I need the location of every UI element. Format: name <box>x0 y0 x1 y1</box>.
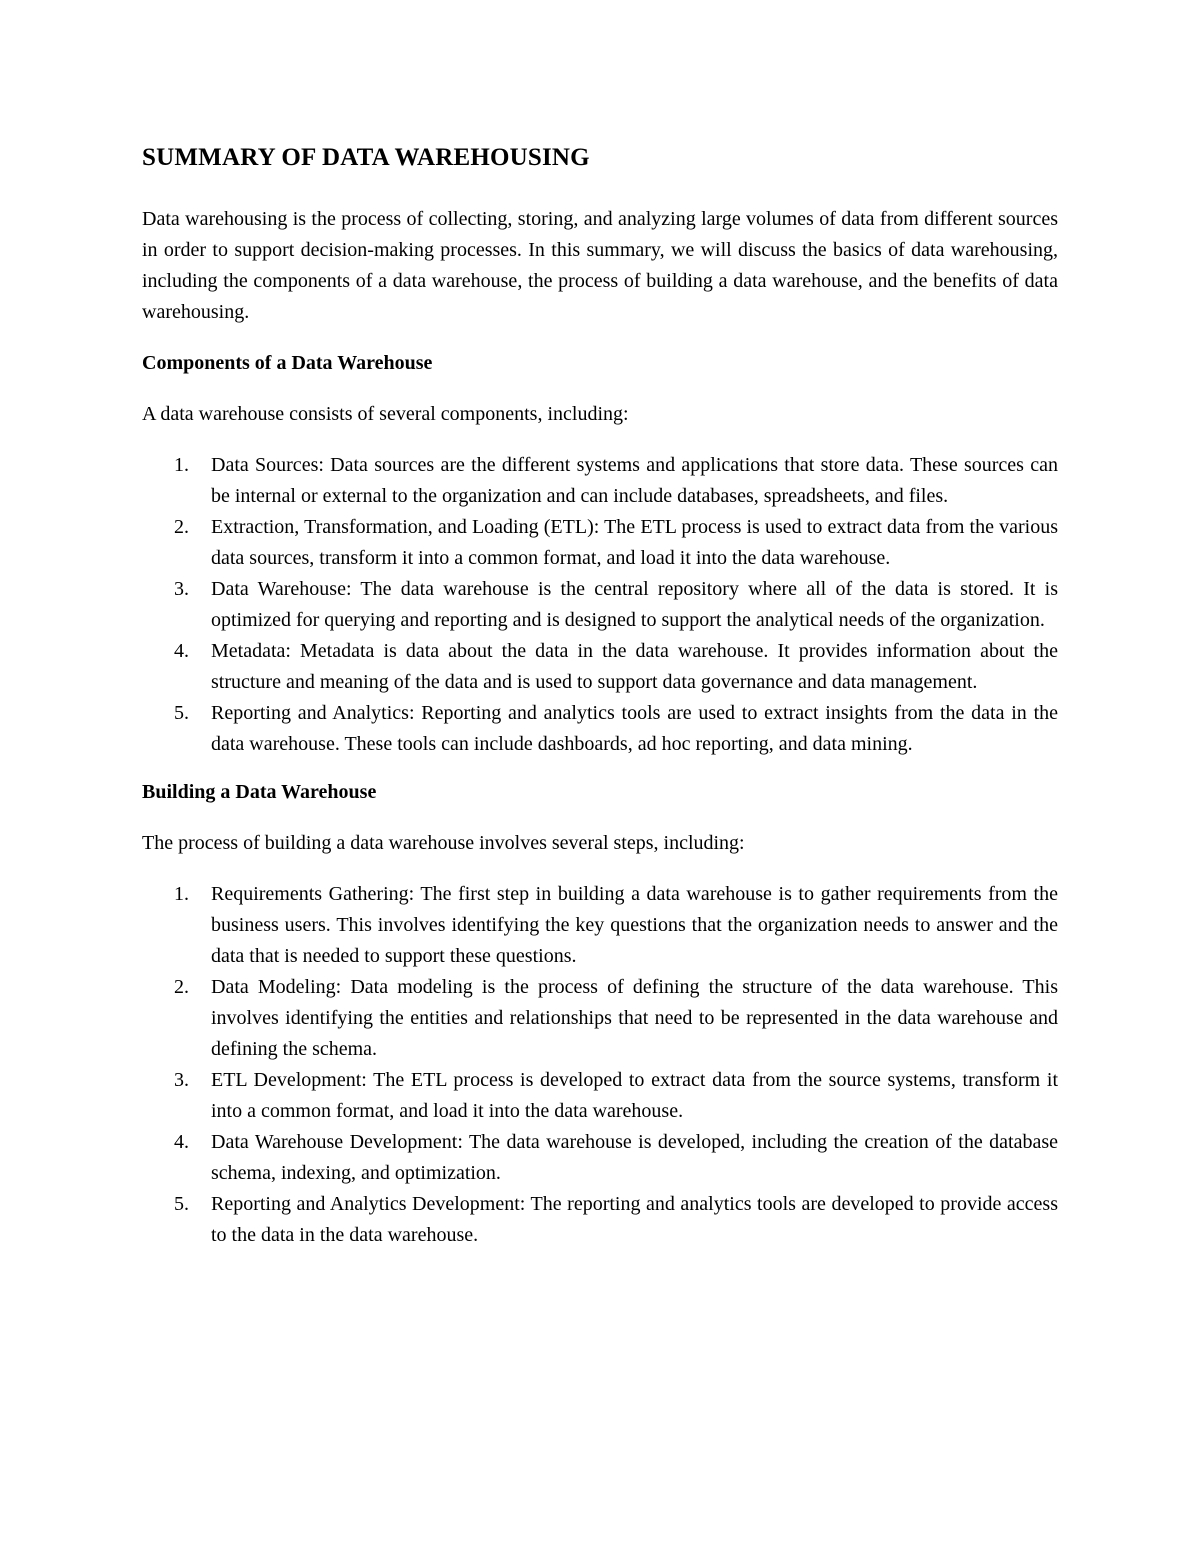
list-item-text: Extraction, Transformation, and Loading (ETL): The ETL process is used to extract data from the various data sources, transform it into a common format, and load it into the data warehouse. <box>211 516 1058 569</box>
list-item-text: Reporting and Analytics: Reporting and analytics tools are used to extract insights from the data in the data warehouse. These tools can include dashboards, ad hoc reporting, and data mining. <box>211 702 1058 755</box>
list-item-text: Metadata: Metadata is data about the data in the data warehouse. It provides information about the structure and meaning of the data and is used to support data governance and data management. <box>211 640 1058 693</box>
list-item-text: Data Sources: Data sources are the different systems and applications that store data. These sources can be internal or external to the organization and can include databases, spreadsheets, and files. <box>211 454 1058 507</box>
list-item-text: ETL Development: The ETL process is developed to extract data from the source systems, transform it into a common format, and load it into the data warehouse. <box>211 1069 1058 1122</box>
list-item-text: Data Warehouse: The data warehouse is the central repository where all of the data is stored. It is optimized for querying and reporting and is designed to support the analytical needs of the organization. <box>211 578 1058 631</box>
list-item-text: Data Warehouse Development: The data warehouse is developed, including the creation of the database schema, indexing, and optimization. <box>211 1131 1058 1184</box>
list-item <box>142 1127 1058 1189</box>
list-item-text: Reporting and Analytics Development: The reporting and analytics tools are developed to provide access to the data in the data warehouse. <box>211 1193 1058 1246</box>
list-item-number: 1. <box>174 883 189 905</box>
document-title: SUMMARY OF DATA WAREHOUSING <box>142 144 590 171</box>
list-item <box>142 450 1058 512</box>
list-item <box>142 1065 1058 1127</box>
building-steps-list <box>142 879 1058 1251</box>
list-item-number: 5. <box>174 702 189 724</box>
list-item <box>142 574 1058 636</box>
components-list <box>142 450 1058 760</box>
list-item <box>142 972 1058 1065</box>
list-item-number: 4. <box>174 1131 189 1153</box>
section-heading-components: Components of a Data Warehouse <box>142 352 433 374</box>
list-item-number: 2. <box>174 516 189 538</box>
list-item-number: 3. <box>174 1069 189 1091</box>
list-item-number: 3. <box>174 578 189 600</box>
list-item <box>142 879 1058 972</box>
list-item-text: Data Modeling: Data modeling is the process of defining the structure of the data warehouse. This involves identifying the entities and relationships that need to be represented in the data warehouse and defining the schema. <box>211 976 1058 1060</box>
section-heading-building: Building a Data Warehouse <box>142 781 377 803</box>
section-lead-building: The process of building a data warehouse involves several steps, including: <box>142 832 745 854</box>
list-item-text: Requirements Gathering: The first step in building a data warehouse is to gather requirements from the business users. This involves identifying the key questions that the organization needs to answer and the data that is needed to support these questions. <box>211 883 1058 967</box>
list-item <box>142 512 1058 574</box>
list-item <box>142 636 1058 698</box>
section-lead-components: A data warehouse consists of several components, including: <box>142 403 629 425</box>
list-item-number: 2. <box>174 976 189 998</box>
list-item <box>142 698 1058 760</box>
list-item <box>142 1189 1058 1251</box>
intro-paragraph: Data warehousing is the process of collecting, storing, and analyzing large volumes of data from different sources in order to support decision-making processes. In this summary, we will discuss the basics of data warehousing, including the components of a data warehouse, the process of building a data warehouse, and the benefits of data warehousing. <box>142 208 1058 323</box>
document-body <box>142 141 1058 1268</box>
list-item-number: 4. <box>174 640 189 662</box>
list-item-number: 5. <box>174 1193 189 1215</box>
list-item-number: 1. <box>174 454 189 476</box>
